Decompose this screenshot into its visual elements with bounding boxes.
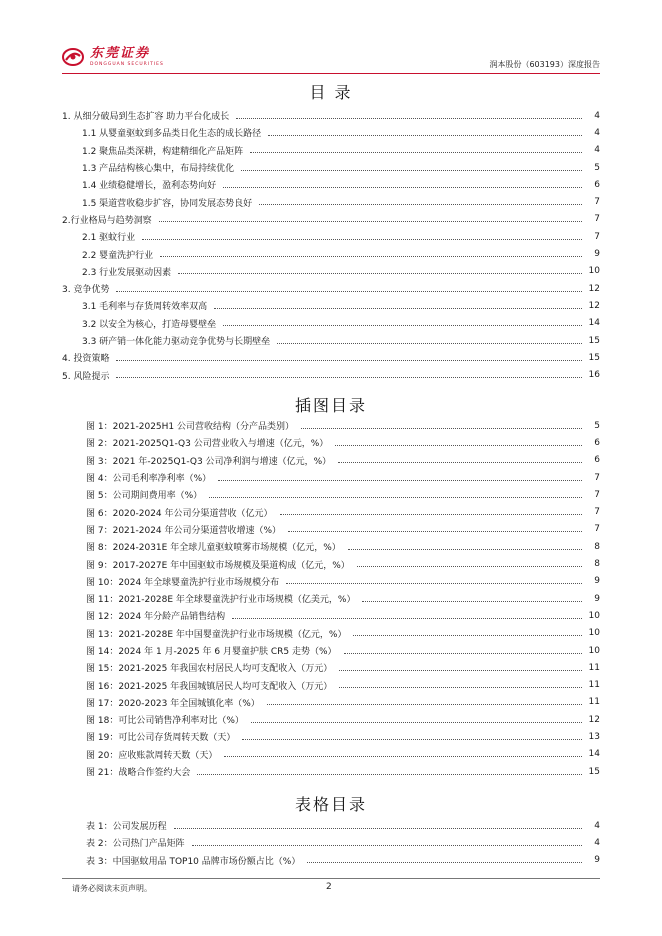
- dot-leader: [178, 272, 582, 274]
- figure-entry[interactable]: [62, 746, 600, 763]
- dot-leader: [335, 444, 582, 446]
- figure-entry[interactable]: [62, 452, 600, 469]
- figure-entry-label: 图 15：2021-2025 年我国农村居民人均可支配收入（万元）: [86, 661, 335, 674]
- figure-entry[interactable]: [62, 659, 600, 676]
- figure-entry-label: 图 2：2021-2025Q1-Q3 公司营业收入与增速（亿元，%）: [86, 436, 331, 449]
- figure-entry[interactable]: [62, 417, 600, 434]
- figure-entry-page: 8: [594, 559, 600, 570]
- dot-leader: [267, 703, 582, 705]
- dot-leader: [232, 617, 582, 619]
- footer-divider: [62, 878, 600, 879]
- toc-entry-label: 3.3 研产销一体化能力驱动竞争优势与长期壁垒: [82, 334, 273, 347]
- toc-entry[interactable]: [62, 245, 600, 262]
- table-entry[interactable]: [62, 852, 600, 869]
- figure-entry-label: 图 16：2021-2025 年我国城镇居民人均可支配收入（万元）: [86, 679, 335, 692]
- figure-entry-page: 11: [588, 662, 600, 673]
- figure-entry-page: 9: [594, 576, 600, 587]
- toc-entry[interactable]: [62, 107, 600, 124]
- dot-leader: [241, 169, 582, 171]
- toc-entry[interactable]: [62, 349, 600, 366]
- dot-leader: [344, 652, 582, 654]
- dot-leader: [251, 721, 582, 723]
- figure-entry-label: 图 13：2021-2028E 年中国婴童洗护行业市场规模（亿元，%）: [86, 627, 349, 640]
- logo-english-name: DONGGUAN SECURITIES: [90, 61, 164, 67]
- table-entry-label: 表 2：公司热门产品矩阵: [86, 836, 188, 849]
- figure-entry-label: 图 4：公司毛利率净利率（%）: [86, 471, 214, 484]
- figure-entry[interactable]: [62, 503, 600, 520]
- figure-entry-page: 10: [588, 645, 600, 656]
- dot-leader: [348, 548, 582, 550]
- dot-leader: [242, 738, 582, 740]
- toc-entry[interactable]: [62, 193, 600, 210]
- figure-list: [62, 417, 600, 780]
- dot-leader: [353, 634, 582, 636]
- figure-list-heading: 插图目录: [294, 396, 367, 415]
- figure-entry-page: 7: [594, 507, 600, 518]
- dot-leader: [339, 686, 582, 688]
- table-list: [62, 817, 600, 869]
- toc-entry[interactable]: [62, 332, 600, 349]
- toc-entry[interactable]: [62, 176, 600, 193]
- toc-entry[interactable]: [62, 315, 600, 332]
- page-number: 2: [326, 882, 332, 892]
- figure-entry[interactable]: [62, 676, 600, 693]
- table-entry-page: 9: [594, 855, 600, 866]
- figure-entry[interactable]: [62, 642, 600, 659]
- table-entry-page: 4: [594, 837, 600, 848]
- table-entry[interactable]: [62, 817, 600, 834]
- dot-leader: [224, 755, 582, 757]
- figure-entry-page: 7: [594, 524, 600, 535]
- dot-leader: [259, 203, 582, 205]
- dot-leader: [280, 513, 582, 515]
- toc-entry-label: 1.3 产品结构核心集中，布局持续优化: [82, 161, 237, 174]
- dot-leader: [338, 461, 582, 463]
- toc-entry-page: 5: [594, 162, 600, 173]
- toc-entry-label: 2.1 驱蚊行业: [82, 230, 138, 243]
- table-entry-page: 4: [594, 820, 600, 831]
- toc-entry[interactable]: [62, 211, 600, 228]
- dot-leader: [209, 496, 582, 498]
- figure-entry-label: 图 7：2021-2024 年公司分渠道营收增速（%）: [86, 523, 284, 536]
- toc-entry-page: 4: [594, 145, 600, 156]
- dot-leader: [116, 376, 582, 378]
- disclaimer-note: 请务必阅读末页声明。: [72, 884, 152, 893]
- figure-entry-label: 图 10：2024 年全球婴童洗护行业市场规模分布: [86, 575, 282, 588]
- figure-entry-label: 图 19：可比公司存货周转天数（天）: [86, 730, 238, 743]
- figure-entry-page: 11: [588, 697, 600, 708]
- figure-entry-label: 图 8：2024-2031E 年全球儿童驱蚊喷雾市场规模（亿元，%）: [86, 540, 344, 553]
- figure-entry-label: 图 20：应收账款周转天数（天）: [86, 748, 220, 761]
- toc-entry-page: 14: [588, 318, 600, 329]
- toc-entry[interactable]: [62, 142, 600, 159]
- toc-entry[interactable]: [62, 297, 600, 314]
- table-entry-label: 表 3：中国驱蚊用品 TOP10 品牌市场份额占比（%）: [86, 854, 303, 867]
- figure-entry-page: 8: [594, 541, 600, 552]
- figure-entry-page: 10: [588, 610, 600, 621]
- dot-leader: [142, 238, 582, 240]
- toc-entry-label: 5. 风险提示: [62, 369, 112, 382]
- figure-entry-label: 图 17：2020-2023 年全国城镇化率（%）: [86, 696, 263, 709]
- toc-entry[interactable]: [62, 366, 600, 383]
- figure-entry[interactable]: [62, 521, 600, 538]
- figure-entry[interactable]: [62, 555, 600, 572]
- figure-entry[interactable]: [62, 469, 600, 486]
- figure-entry-page: 7: [594, 472, 600, 483]
- toc-entry-page: 4: [594, 127, 600, 138]
- figure-entry-label: 图 12：2024 年分龄产品销售结构: [86, 609, 228, 622]
- toc-entry-page: 16: [588, 370, 600, 381]
- figure-entry-page: 6: [594, 437, 600, 448]
- figure-entry-label: 图 18：可比公司销售净利率对比（%）: [86, 713, 247, 726]
- dot-leader: [277, 342, 582, 344]
- toc-heading: 目 录: [309, 83, 353, 102]
- dot-leader: [250, 151, 582, 153]
- toc-entry-page: 6: [594, 179, 600, 190]
- toc-entry[interactable]: [62, 228, 600, 245]
- figure-entry-label: 图 21：战略合作签约大会: [86, 765, 193, 778]
- figure-entry[interactable]: [62, 486, 600, 503]
- toc-entry-page: 9: [594, 249, 600, 260]
- toc-entry-page: 7: [594, 214, 600, 225]
- table-entry-label: 表 1：公司发展历程: [86, 819, 170, 832]
- figure-entry[interactable]: [62, 763, 600, 780]
- dot-leader: [218, 479, 582, 481]
- dot-leader: [288, 530, 582, 532]
- toc-entry-label: 1.4 业绩稳健增长，盈利态势向好: [82, 178, 219, 191]
- toc-entry-label: 1.1 从婴童驱蚊到多品类日化生态的成长路径: [82, 126, 264, 139]
- figure-entry[interactable]: [62, 711, 600, 728]
- toc-entry-label: 1. 从细分破局到生态扩容 助力平台化成长: [62, 109, 232, 122]
- dot-leader: [339, 669, 582, 671]
- toc-entry-page: 15: [588, 352, 600, 363]
- figure-entry[interactable]: [62, 434, 600, 451]
- toc-entry-label: 1.5 渠道营收稳步扩容，协同发展态势良好: [82, 196, 255, 209]
- toc-entry-page: 12: [588, 300, 600, 311]
- figure-entry-page: 15: [588, 766, 600, 777]
- figure-entry-page: 6: [594, 455, 600, 466]
- figure-entry-label: 图 3：2021 年-2025Q1-Q3 公司净利润与增速（亿元，%）: [86, 454, 334, 467]
- toc-entry[interactable]: [62, 280, 600, 297]
- toc-entry[interactable]: [62, 159, 600, 176]
- figure-entry-page: 7: [594, 489, 600, 500]
- toc-entry-label: 1.2 聚焦品类深耕，构建精细化产品矩阵: [82, 144, 246, 157]
- dot-leader: [159, 220, 582, 222]
- figure-entry[interactable]: [62, 590, 600, 607]
- toc-entry-page: 7: [594, 197, 600, 208]
- toc-list: [62, 107, 600, 384]
- toc-entry-page: 15: [588, 335, 600, 346]
- report-title: 润本股份（603193）深度报告: [489, 60, 600, 69]
- figure-entry-page: 9: [594, 593, 600, 604]
- figure-entry-page: 11: [588, 680, 600, 691]
- dot-leader: [301, 427, 582, 429]
- figure-entry[interactable]: [62, 728, 600, 745]
- dot-leader: [307, 861, 582, 863]
- figure-entry[interactable]: [62, 573, 600, 590]
- figure-entry-page: 13: [588, 731, 600, 742]
- header-divider: [62, 73, 600, 74]
- toc-entry-page: 12: [588, 283, 600, 294]
- figure-entry-page: 14: [588, 749, 600, 760]
- page-header: [62, 38, 600, 74]
- dot-leader: [236, 117, 582, 119]
- dot-leader: [223, 186, 582, 188]
- toc-entry-label: 3.1 毛利率与存货周转效率双高: [82, 299, 210, 312]
- toc-entry-label: 2.2 婴童洗护行业: [82, 248, 156, 261]
- figure-entry-page: 10: [588, 628, 600, 639]
- dot-leader: [116, 290, 582, 292]
- figure-entry-label: 图 6：2020-2024 年公司分渠道营收（亿元）: [86, 506, 276, 519]
- toc-entry-label: 3.2 以安全为核心，打造母婴壁垒: [82, 317, 219, 330]
- dot-leader: [357, 565, 582, 567]
- figure-entry-label: 图 5：公司期间费用率（%）: [86, 488, 205, 501]
- table-list-heading: 表格目录: [294, 795, 367, 814]
- dot-leader: [214, 307, 582, 309]
- toc-entry-label: 2.3 行业发展驱动因素: [82, 265, 174, 278]
- company-logo: [62, 44, 164, 70]
- logo-mark-icon: [62, 46, 84, 68]
- dot-leader: [116, 359, 582, 361]
- figure-entry[interactable]: [62, 694, 600, 711]
- toc-entry-page: 10: [588, 266, 600, 277]
- toc-entry-page: 7: [594, 231, 600, 242]
- figure-entry[interactable]: [62, 625, 600, 642]
- toc-entry-label: 4. 投资策略: [62, 351, 112, 364]
- dot-leader: [286, 582, 582, 584]
- dot-leader: [160, 255, 582, 257]
- figure-entry-label: 图 1：2021-2025H1 公司营收结构（分产品类别）: [86, 419, 297, 432]
- figure-entry[interactable]: [62, 607, 600, 624]
- figure-entry-label: 图 11：2021-2028E 年全球婴童洗护行业市场规模（亿美元，%）: [86, 592, 358, 605]
- toc-entry-page: 4: [594, 110, 600, 121]
- figure-entry-label: 图 9：2017-2027E 年中国驱蚊市场规模及渠道构成（亿元，%）: [86, 558, 353, 571]
- toc-entry[interactable]: [62, 124, 600, 141]
- dot-leader: [174, 827, 582, 829]
- dot-leader: [362, 600, 582, 602]
- figure-entry-page: 12: [588, 714, 600, 725]
- dot-leader: [192, 844, 582, 846]
- figure-entry-label: 图 14：2024 年 1 月-2025 年 6 月婴童护肤 CR5 走势（%）: [86, 644, 340, 657]
- dot-leader: [268, 134, 582, 136]
- toc-entry[interactable]: [62, 263, 600, 280]
- figure-entry-page: 5: [594, 420, 600, 431]
- dot-leader: [223, 324, 582, 326]
- dot-leader: [197, 773, 582, 775]
- toc-entry-label: 3. 竞争优势: [62, 282, 112, 295]
- toc-entry-label: 2.行业格局与趋势洞察: [62, 213, 155, 226]
- table-entry[interactable]: [62, 834, 600, 851]
- logo-chinese-name: 东莞证券: [90, 45, 151, 61]
- figure-entry[interactable]: [62, 538, 600, 555]
